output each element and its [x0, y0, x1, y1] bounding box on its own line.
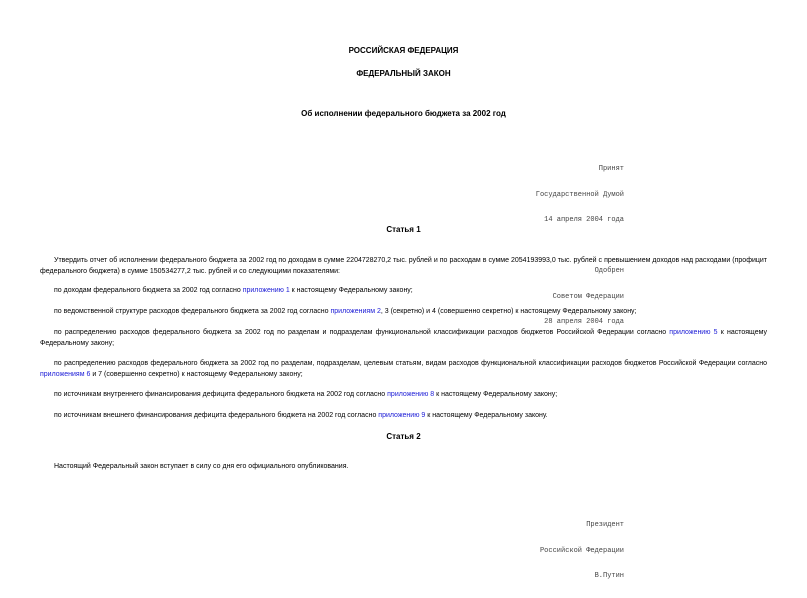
article-1-item-3: [40, 327, 767, 349]
item-5-text-before: по источникам внутреннего финансирования дефицита федерального бюджета на 2002 год согласно: [54, 391, 388, 398]
signature-block: [480, 504, 624, 598]
article-1-heading: Статья 1: [386, 225, 421, 234]
item-5-text-after: к настоящему Федеральному закону;: [434, 391, 558, 398]
article-2-text: [40, 461, 767, 472]
adopted-label: Принят: [598, 165, 624, 173]
article-1-item-2: [40, 306, 767, 317]
item-3-text-before: по распределению расходов федерального бюджета за 2002 год по разделам и подразделам функциональной классификации расходов бюджетов Российской Федерации согласно: [54, 329, 670, 336]
appendix-5-link[interactable]: приложению 5: [669, 329, 718, 336]
signature-country: Российской Федерации: [539, 546, 624, 555]
signature-name: В.Путин: [594, 572, 624, 580]
item-2-text-after: , 3 (секретно) и 4 (совершенно секретно) к настоящему Федеральному закону;: [380, 308, 637, 315]
adoption-spacer: [480, 242, 624, 251]
appendix-1-link[interactable]: приложению 1: [242, 287, 290, 294]
item-3-text-after: к настоящему Федеральному закону;: [40, 329, 767, 347]
article-1-intro: [40, 255, 767, 277]
item-1-text-after: к настоящему Федеральному закону;: [289, 287, 413, 294]
item-4-text-before: по распределению расходов федерального бюджета за 2002 год по разделам, подразделам, целевым статьям, видам расходов функциональной классификации расходов бюджетов Российской Федерации согласно: [54, 360, 767, 367]
document-title: Об исполнении федерального бюджета за 2002 год: [301, 109, 506, 118]
appendix-6-link[interactable]: приложениям 6: [40, 371, 91, 378]
article-1-item-6: [40, 410, 767, 421]
signature-title: Президент: [586, 521, 624, 529]
approved-by: Советом Федерации: [552, 292, 624, 301]
appendix-9-link[interactable]: приложению 9: [378, 412, 426, 419]
item-6-text-after: к настоящему Федеральному закону.: [425, 412, 548, 419]
item-1-text-before: по доходам федерального бюджета за 2002 год согласно: [54, 287, 243, 294]
article-2-body: Настоящий Федеральный закон вступает в силу со дня его официального опубликования.: [54, 463, 349, 470]
item-2-text-before: по ведомственной структуре расходов федерального бюджета за 2002 год согласно: [54, 308, 331, 315]
adopted-by: Государственной Думой: [535, 190, 624, 199]
article-1-intro-text: Утвердить отчет об исполнении федерального бюджета за 2002 год по доходам в сумме 2204728270,2 тыс. рублей и по расходам в сумме 2054193993,0 тыс. рублей с превышением доходов над расходами (профицит федерального бюджета) в сумме 150534277,2 тыс. рублей и со следующими показателями:: [40, 257, 767, 275]
appendix-2-link[interactable]: приложениям 2: [330, 308, 381, 315]
article-1-item-4: [40, 358, 767, 380]
article-2-heading: Статья 2: [386, 432, 421, 441]
article-1-item-5: [40, 389, 767, 400]
doc-type-heading: ФЕДЕРАЛЬНЫЙ ЗАКОН: [356, 69, 451, 78]
appendix-8-link[interactable]: приложению 8: [387, 391, 435, 398]
item-6-text-before: по источникам внешнего финансирования дефицита федерального бюджета на 2002 год согласно: [54, 412, 379, 419]
item-4-text-after: и 7 (совершенно секретно) к настоящему Федеральному закону;: [90, 371, 303, 378]
approved-date: 28 апреля 2004 года: [544, 318, 624, 326]
adopted-date: 14 апреля 2004 года: [544, 216, 624, 224]
approved-label: Одобрен: [594, 267, 624, 275]
article-1-item-1: [40, 285, 767, 296]
country-heading: РОССИЙСКАЯ ФЕДЕРАЦИЯ: [348, 46, 459, 55]
